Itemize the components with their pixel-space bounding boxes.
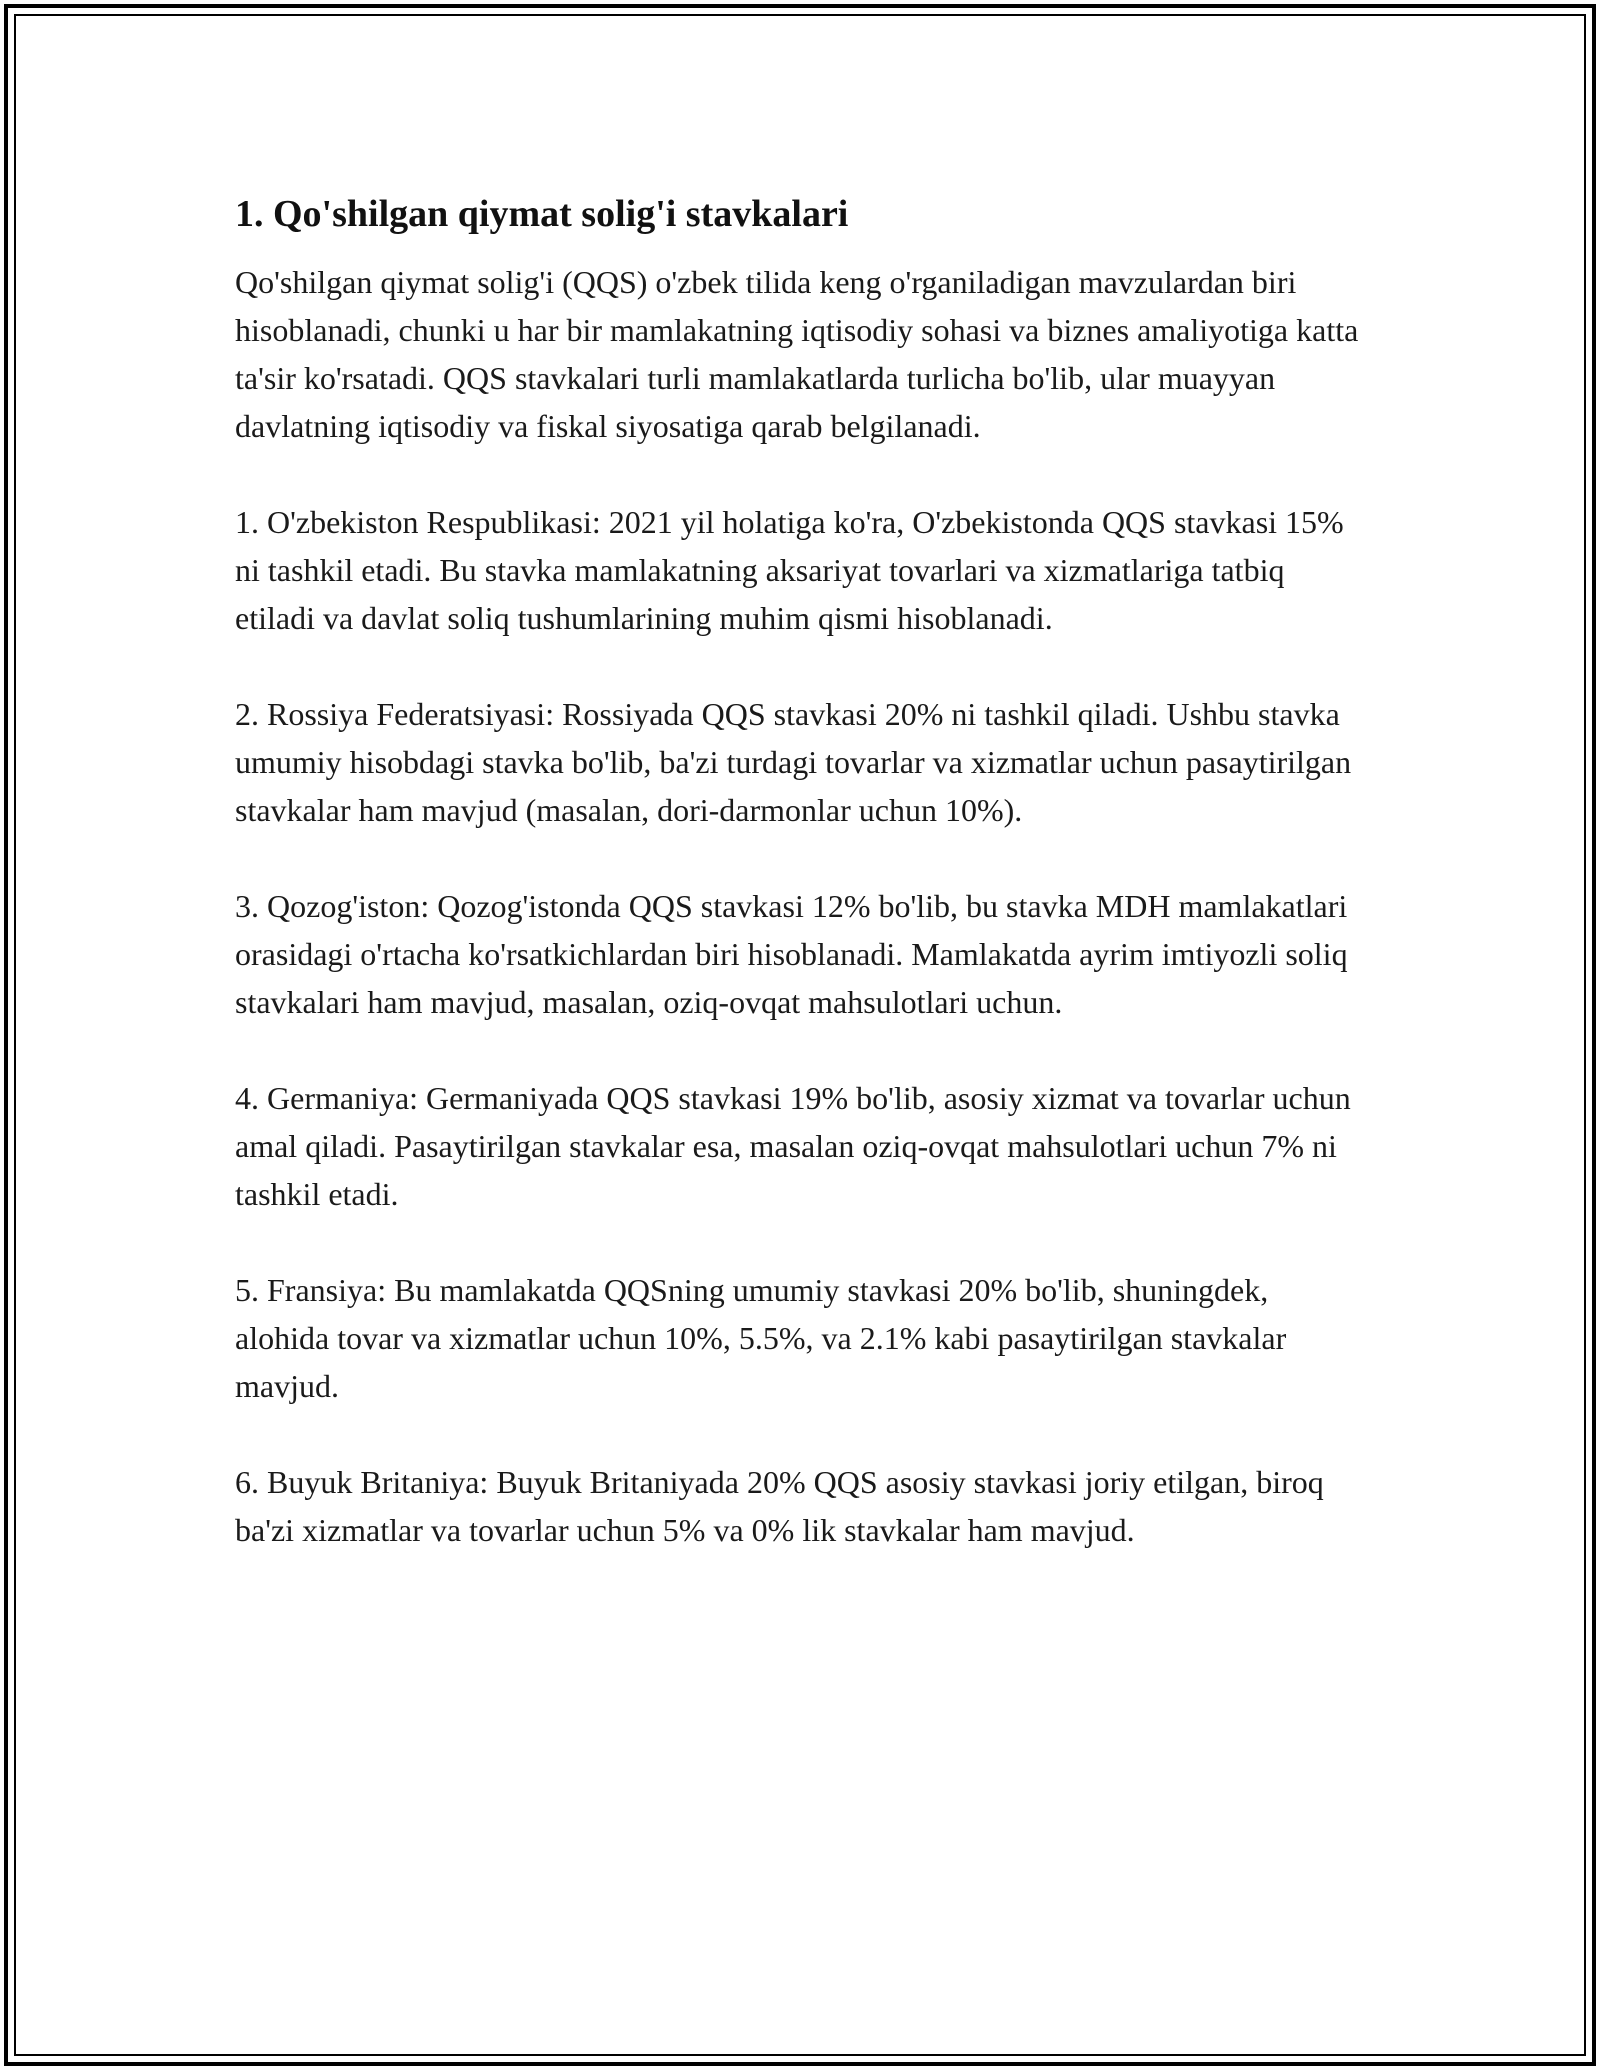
paragraph-germany: 4. Germaniya: Germaniyada QQS stavkasi 19% bo'lib, asosiy xizmat va tovarlar uchun amal qiladi. Pasaytirilgan stavkalar esa, masalan oziq-ovqat mahsulotlari uchun 7% ni tashkil etadi. [235,1080,1351,1212]
intro-paragraph: Qo'shilgan qiymat solig'i (QQS) o'zbek tilida keng o'rganiladigan mavzulardan biri hisoblanadi, chunki u har bir mamlakatning iqtisodiy sohasi va biznes amaliyotiga katta ta'sir ko'rsatadi. QQS stavkalari turli mamlakatlarda turlicha bo'lib, ular muayyan davlatning iqtisodiy va fiskal siyosatiga qarab belgilanadi. [235,264,1359,444]
paragraph-uzbekistan: 1. O'zbekiston Respublikasi: 2021 yil holatiga ko'ra, O'zbekistonda QQS stavkasi 15% ni tashkil etadi. Bu stavka mamlakatning aksariyat tovarlari va xizmatlariga tatbiq etiladi va davlat soliq tushumlarining muhim qismi hisoblanadi. [235,504,1344,636]
document-body [235,188,1365,1554]
paragraph-kazakhstan: 3. Qozog'iston: Qozog'istonda QQS stavkasi 12% bo'lib, bu stavka MDH mamlakatlari orasidagi o'rtacha ko'rsatkichlardan biri hisoblanadi. Mamlakatda ayrim imtiyozli soliq stavkalari ham mavjud, masalan, oziq-ovqat mahsulotlari uchun. [235,888,1348,1020]
document-title: 1. Qo'shilgan qiymat solig'i stavkalari [235,193,849,235]
paragraph-united-kingdom: 6. Buyuk Britaniya: Buyuk Britaniyada 20% QQS asosiy stavkasi joriy etilgan, biroq ba'zi xizmatlar va tovarlar uchun 5% va 0% lik stavkalar ham mavjud. [235,1464,1324,1548]
paragraph-france: 5. Fransiya: Bu mamlakatda QQSning umumiy stavkasi 20% bo'lib, shuningdek, alohida tovar va xizmatlar uchun 10%, 5.5%, va 2.1% kabi pasaytirilgan stavkalar mavjud. [235,1272,1287,1404]
paragraph-russia: 2. Rossiya Federatsiyasi: Rossiyada QQS stavkasi 20% ni tashkil qiladi. Ushbu stavka umumiy hisobdagi stavka bo'lib, ba'zi turdagi tovarlar va xizmatlar uchun pasaytirilgan stavkalar ham mavjud (masalan, dori-darmonlar uchun 10%). [235,696,1352,828]
